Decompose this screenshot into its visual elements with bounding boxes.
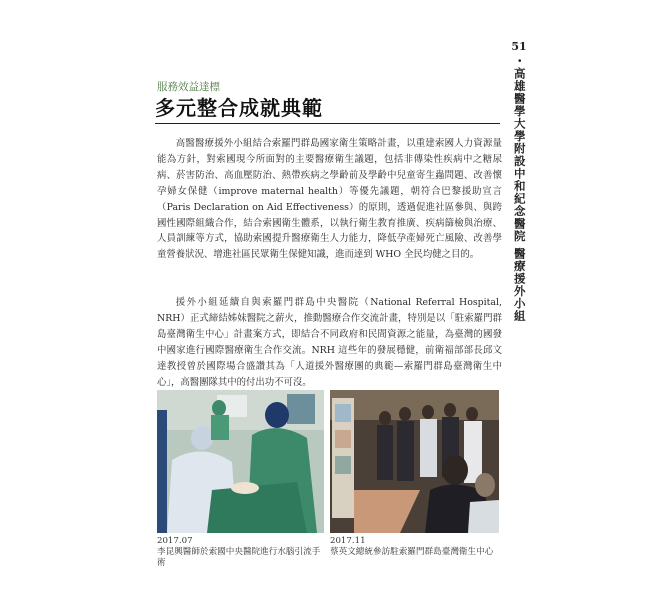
section-title: 多元整合成就典範 — [155, 96, 323, 120]
paragraph-text: 高醫醫療援外小組結合索羅門群島國家衛生策略計畫，以重建索國人力資源量能為方針，對索國現今所面對的主要醫療衛生議題，包括非傳染性疾病中之糖尿病、菸害防治、高血壓防治、熱帶疾病之學齡前及學齡中兒童寄生蟲問題、改善懷孕婦女保健（improve maternal health）等優先議題，朝符合巴黎援助宣言（Paris Declaration on Aid Effectiveness）的原則，透過促進社區參與、與跨國性國際組織合作，結合索國衛生體系，以執行衛生教育推廣、疾病篩檢與治療、人員訓練等方式，協助索國提升醫療衛生人力能力，降低孕產婦死亡風險、改善學童營養狀況、增進社區民眾衛生保健知識，進而達到 WHO 全民均健之目的。 — [157, 138, 502, 261]
paragraph-text: 援外小組延續自與索羅門群島中央醫院（National Referral Hospital, NRH）正式締結姊妹醫院之薪火，推動醫療合作交流計畫，特別是以「駐索羅門群島臺灣衛生中心」計畫案方式，即結合不同政府和民間資源之能量，為臺灣的國發中國家進行國際醫療衛生合作交流。NRH 這些年的發展穩健，前衛福部部長邱文達教授曾於國際場合盛讚其為「人道援外醫療團的典範—索羅門群島臺灣衛生中心」，高醫團隊其中的付出功不可沒。 — [157, 297, 502, 388]
visit-photo — [330, 390, 499, 533]
caption-text: 李昆興醫師於索國中央醫院進行水腦引流手術 — [157, 547, 321, 568]
caption-date: 2017.11 — [330, 536, 366, 546]
caption-text: 蔡英文總統參訪駐索羅門群島臺灣衛生中心 — [330, 547, 494, 557]
caption-date: 2017.07 — [157, 536, 193, 546]
surgery-photo-illustration — [157, 390, 324, 533]
body-paragraph-2 — [157, 295, 502, 390]
title-divider — [155, 123, 500, 124]
page-number: 51 — [511, 40, 527, 53]
section-tag: 服務效益達標 — [157, 81, 220, 93]
visit-photo-illustration — [330, 390, 499, 533]
running-header — [508, 40, 530, 323]
body-paragraph-1 — [157, 136, 502, 263]
surgery-photo — [157, 390, 324, 533]
running-title: ・高雄醫學大學附設中和紀念醫院 醫療援外小組 — [512, 55, 527, 323]
photo-caption-right — [330, 536, 505, 558]
photo-caption-left — [157, 536, 327, 569]
